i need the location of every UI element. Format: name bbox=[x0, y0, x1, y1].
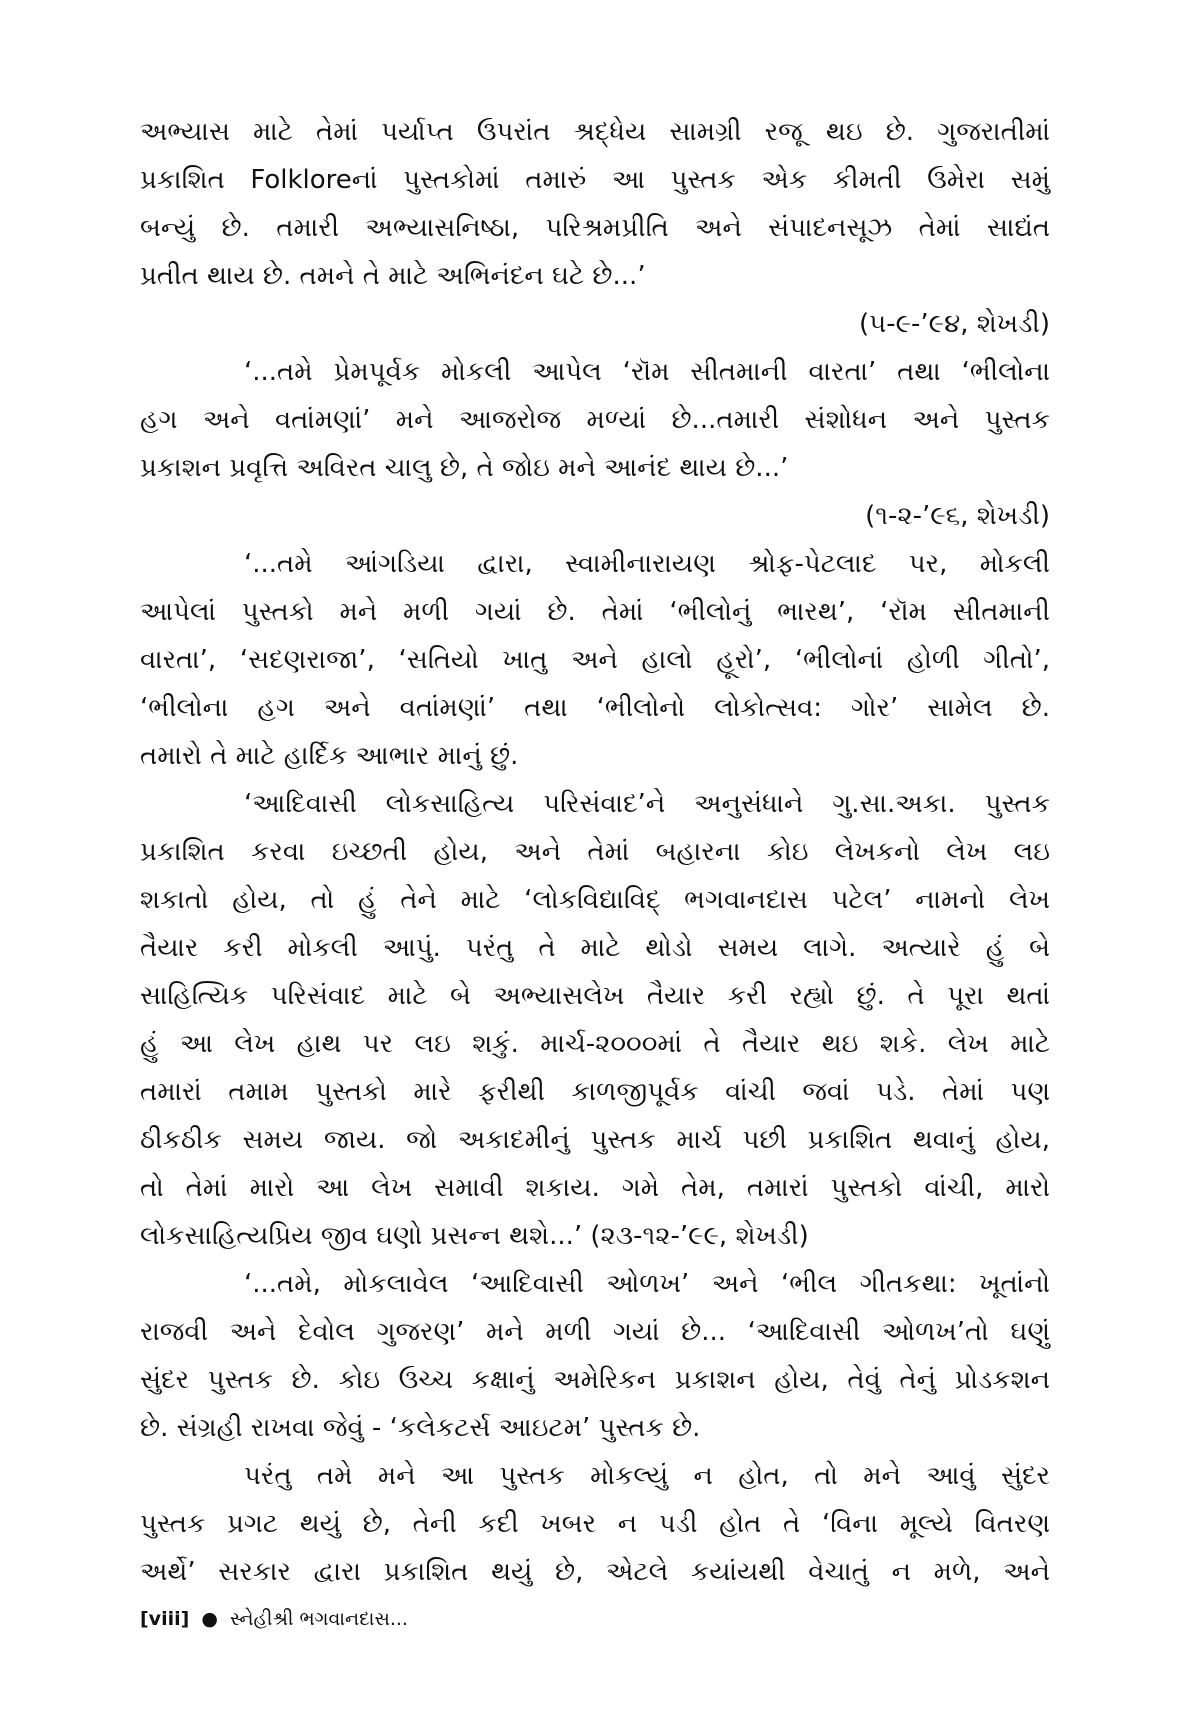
text-line: પ્રકાશન પ્રવૃત્તિ અવિરત ચાલુ છે, તે જોઇ મને આનંદ થાય છે...’ bbox=[140, 453, 789, 483]
page-number: [viii] bbox=[140, 1608, 190, 1630]
text-line: હગ અને વતાંમણાં’ મને આજરોજ મળ્યાં છે...તમારી સંશોધન અને પુસ્તક bbox=[140, 405, 1050, 435]
page-footer bbox=[140, 1604, 408, 1634]
text-line: પ્રકાશિત Folkloreનાં પુસ્તકોમાં તમારું આ પુસ્તક એક કીમતી ઉમેરા સમું bbox=[140, 165, 1050, 195]
text-line: હું આ લેખ હાથ પર લઇ શકું. માર્ચ-૨૦૦૦માં તે તૈયાર થઇ શકે. લેખ માટે bbox=[140, 1029, 1051, 1059]
text-line: શકાતો હોય, તો હું તેને માટે ‘લોકવિદ્યાવિદ્ ભગવાનદાસ પટેલ’ નામનો લેખ bbox=[140, 885, 1050, 915]
text-line: તમારો તે માટે હાર્દિક આભાર માનું છું. bbox=[140, 741, 519, 771]
text-line: ‘...તમે પ્રેમપૂર્વક મોકલી આપેલ ‘રૉમ સીતમાની વારતા’ તથા ‘ભીલોના bbox=[244, 357, 1050, 387]
text-line: ઠીકઠીક સમય જાય. જો અકાદમીનું પુસ્તક માર્ચ પછી પ્રકાશિત થવાનું હોય, bbox=[140, 1125, 1050, 1155]
text-line: ‘...તમે, મોકલાવેલ ‘આદિવાસી ઓળખ’ અને ‘ભીલ ગીતકથા: ખૂતાંનો bbox=[244, 1269, 1050, 1299]
text-line: સાહિત્યિક પરિસંવાદ માટે બે અભ્યાસલેખ તૈયાર કરી રહ્યો છું. તે પૂરા થતાં bbox=[140, 981, 1050, 1011]
text-line: વારતા’, ‘સદણરાજા’, ‘સતિયો ખાતુ અને હાલો હૂરો’, ‘ભીલોનાં હોળી ગીતો’, bbox=[140, 645, 1050, 675]
text-line: તમારાં તમામ પુસ્તકો મારે ફરીથી કાળજીપૂર્વક વાંચી જવાં પડે. તેમાં પણ bbox=[140, 1077, 1050, 1107]
bullet-icon: ● bbox=[201, 1608, 218, 1630]
text-line: આપેલાં પુસ્તકો મને મળી ગયાં છે. તેમાં ‘ભીલોનું ભારથ’, ‘રૉમ સીતમાની bbox=[140, 597, 1050, 627]
text-line: અર્થે’ સરકાર દ્વારા પ્રકાશિત થયું છે, એટલે કયાંયથી વેચાતું ન મળે, અને bbox=[140, 1557, 1050, 1587]
text-line: પ્રતીત થાય છે. તમને તે માટે અભિનંદન ઘટે છે...’ bbox=[140, 261, 646, 291]
text-line: છે. સંગ્રહી રાખવા જેવું - ‘કલેકટર્સ આઇટમ’ પુસ્તક છે. bbox=[140, 1413, 701, 1443]
running-title: સ્નેહીશ્રી ભગવાનદાસ... bbox=[229, 1608, 408, 1630]
text-line: રાજવી અને દેવોલ ગુજરણ’ મને મળી ગયાં છે... ‘આદિવાસી ઓળખ’તો ઘણું bbox=[140, 1317, 1050, 1347]
text-line: તૈયાર કરી મોકલી આપું. પરંતુ તે માટે થોડો સમય લાગે. અત્યારે હું બે bbox=[140, 933, 1050, 963]
text-line: સુંદર પુસ્તક છે. કોઇ ઉચ્ચ કક્ષાનું અમેરિકન પ્રકાશન હોય, તેવું તેનું પ્રોડકશન bbox=[140, 1365, 1050, 1395]
letter-date: (૧-૨-’૯૬, શેખડી) bbox=[865, 501, 1050, 531]
text-line-with-date: લોકસાહિત્યપ્રિય જીવ ઘણો પ્રસન્ન થશે...’ (૨૩-૧૨-’૯૯, શેખડી) bbox=[140, 1221, 809, 1251]
text-line: બન્યું છે. તમારી અભ્યાસનિષ્ઠા, પરિશ્રમપ્રીતિ અને સંપાદનસૂઝ તેમાં સાદ્યંત bbox=[140, 213, 1050, 243]
letter-date: (૫-૯-’૯૪, શેખડી) bbox=[859, 309, 1050, 339]
text-line: તો તેમાં મારો આ લેખ સમાવી શકાય. ગમે તેમ, તમારાં પુસ્તકો વાંચી, મારો bbox=[140, 1173, 1050, 1203]
text-line: પ્રકાશિત કરવા ઇચ્છતી હોય, અને તેમાં બહારના કોઇ લેખકનો લેખ લઇ bbox=[140, 837, 1050, 867]
text-line: ‘...તમે આંગડિયા દ્વારા, સ્વામીનારાયણ શ્રોફ-પેટલાદ પર, મોકલી bbox=[244, 549, 1050, 579]
text-line: પુસ્તક પ્રગટ થયું છે, તેની કદી ખબર ન પડી હોત તે ‘વિના મૂલ્યે વિતરણ bbox=[140, 1509, 1050, 1539]
text-line: પરંતુ તમે મને આ પુસ્તક મોકલ્યું ન હોત, તો મને આવું સુંદર bbox=[244, 1461, 1050, 1491]
text-line: ‘આદિવાસી લોકસાહિત્ય પરિસંવાદ’ને અનુસંધાને ગુ.સા.અકા. પુસ્તક bbox=[244, 789, 1050, 819]
text-line: ‘ભીલોના હગ અને વતાંમણાં’ તથા ‘ભીલોનો લોકોત્સવ: ગોર’ સામેલ છે. bbox=[140, 693, 1050, 723]
text-line: અભ્યાસ માટે તેમાં પર્યાપ્ત ઉપરાંત શ્રદ્ધેય સામગ્રી રજૂ થઇ છે. ગુજરાતીમાં bbox=[140, 117, 1050, 147]
